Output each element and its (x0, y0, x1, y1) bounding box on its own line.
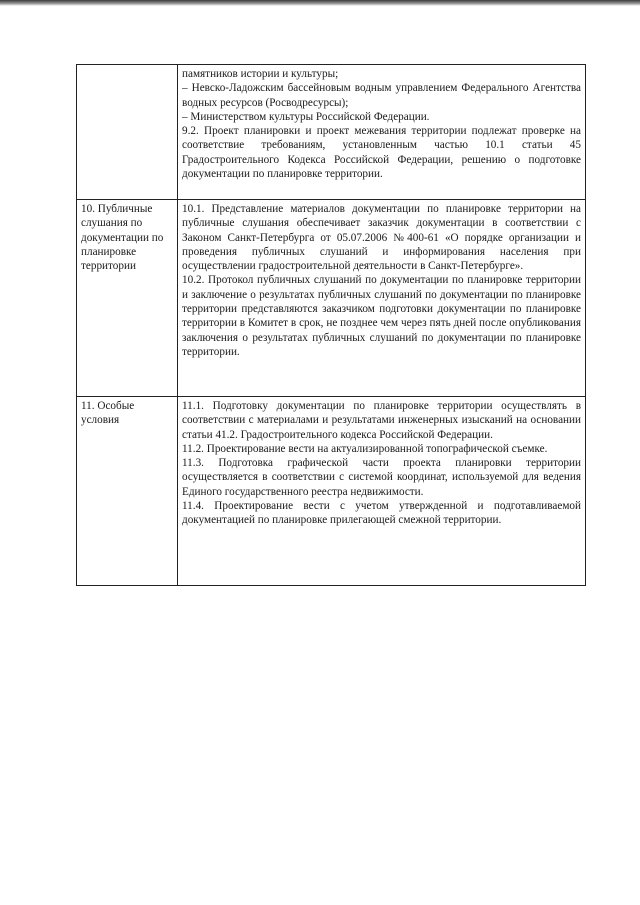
section-body (178, 65, 586, 200)
scan-top-edge (0, 0, 640, 6)
section-heading (77, 65, 178, 200)
paragraph: 11.1. Подготовку документации по планировке территории осуществлять в соответствии с материалами и результатами инженерных изысканий на основании статьи 41.2. Градостроительного кодекса Российской Федерации. (182, 400, 581, 441)
section-heading: 11. Особые условия (77, 397, 178, 586)
paragraph: – Невско-Ладожским бассейновым водным управлением Федерального Агентства водных ресурсов (Росводресурсы); (182, 82, 581, 109)
table-row (77, 200, 586, 397)
terms-table (76, 64, 586, 586)
table-row (77, 397, 586, 586)
paragraph: 11.2. Проектирование вести на актуализированной топографической съемке. (182, 442, 548, 455)
paragraph: 9.2. Проект планировки и проект межевания территории подлежат проверке на соответствие требованиям, установленным частью 10.1 статьи 45 Градостроительного Кодекса Российской Федерации, решению о подготовке документации по планировке территории. (182, 125, 581, 181)
paragraph: 10.1. Представление материалов документации по планировке территории на публичные слушания обеспечивает заказчик документации в соответствии с Законом Санкт-Петербурга от 05.07.2006 №400-61 «О порядке организации и проведения публичных слушаний и информирования населения при осуществлении градостроительной деятельности в Санкт-Петербурге». (182, 203, 581, 273)
section-body (178, 200, 586, 397)
section-heading: 10. Публичные слушания по документации по планировке территории (77, 200, 178, 397)
paragraph: 11.3. Подготовка графической части проекта планировки территории осуществляется в соответствии с системой координат, используемой для ведения Единого государственного реестра недвижимости. (182, 457, 581, 498)
section-body (178, 397, 586, 586)
paragraph: 11.4. Проектирование вести с учетом утвержденной и подготавливаемой документацией по планировке прилегающей смежной территории. (182, 500, 581, 527)
paragraph: памятников истории и культуры; (182, 68, 339, 80)
table-row (77, 65, 586, 200)
paragraph: – Министерством культуры Российской Федерации. (182, 110, 430, 123)
paragraph: 10.2. Протокол публичных слушаний по документации по планировке территории и заключение о результатах публичных слушаний по документации по планировке территории представляются заказчиком подготовки документации по планировке территории в Комитет в срок, не позднее чем через пять дней после опубликования заключения о результатах публичных слушаний по документации по планировке территории. (182, 274, 581, 358)
